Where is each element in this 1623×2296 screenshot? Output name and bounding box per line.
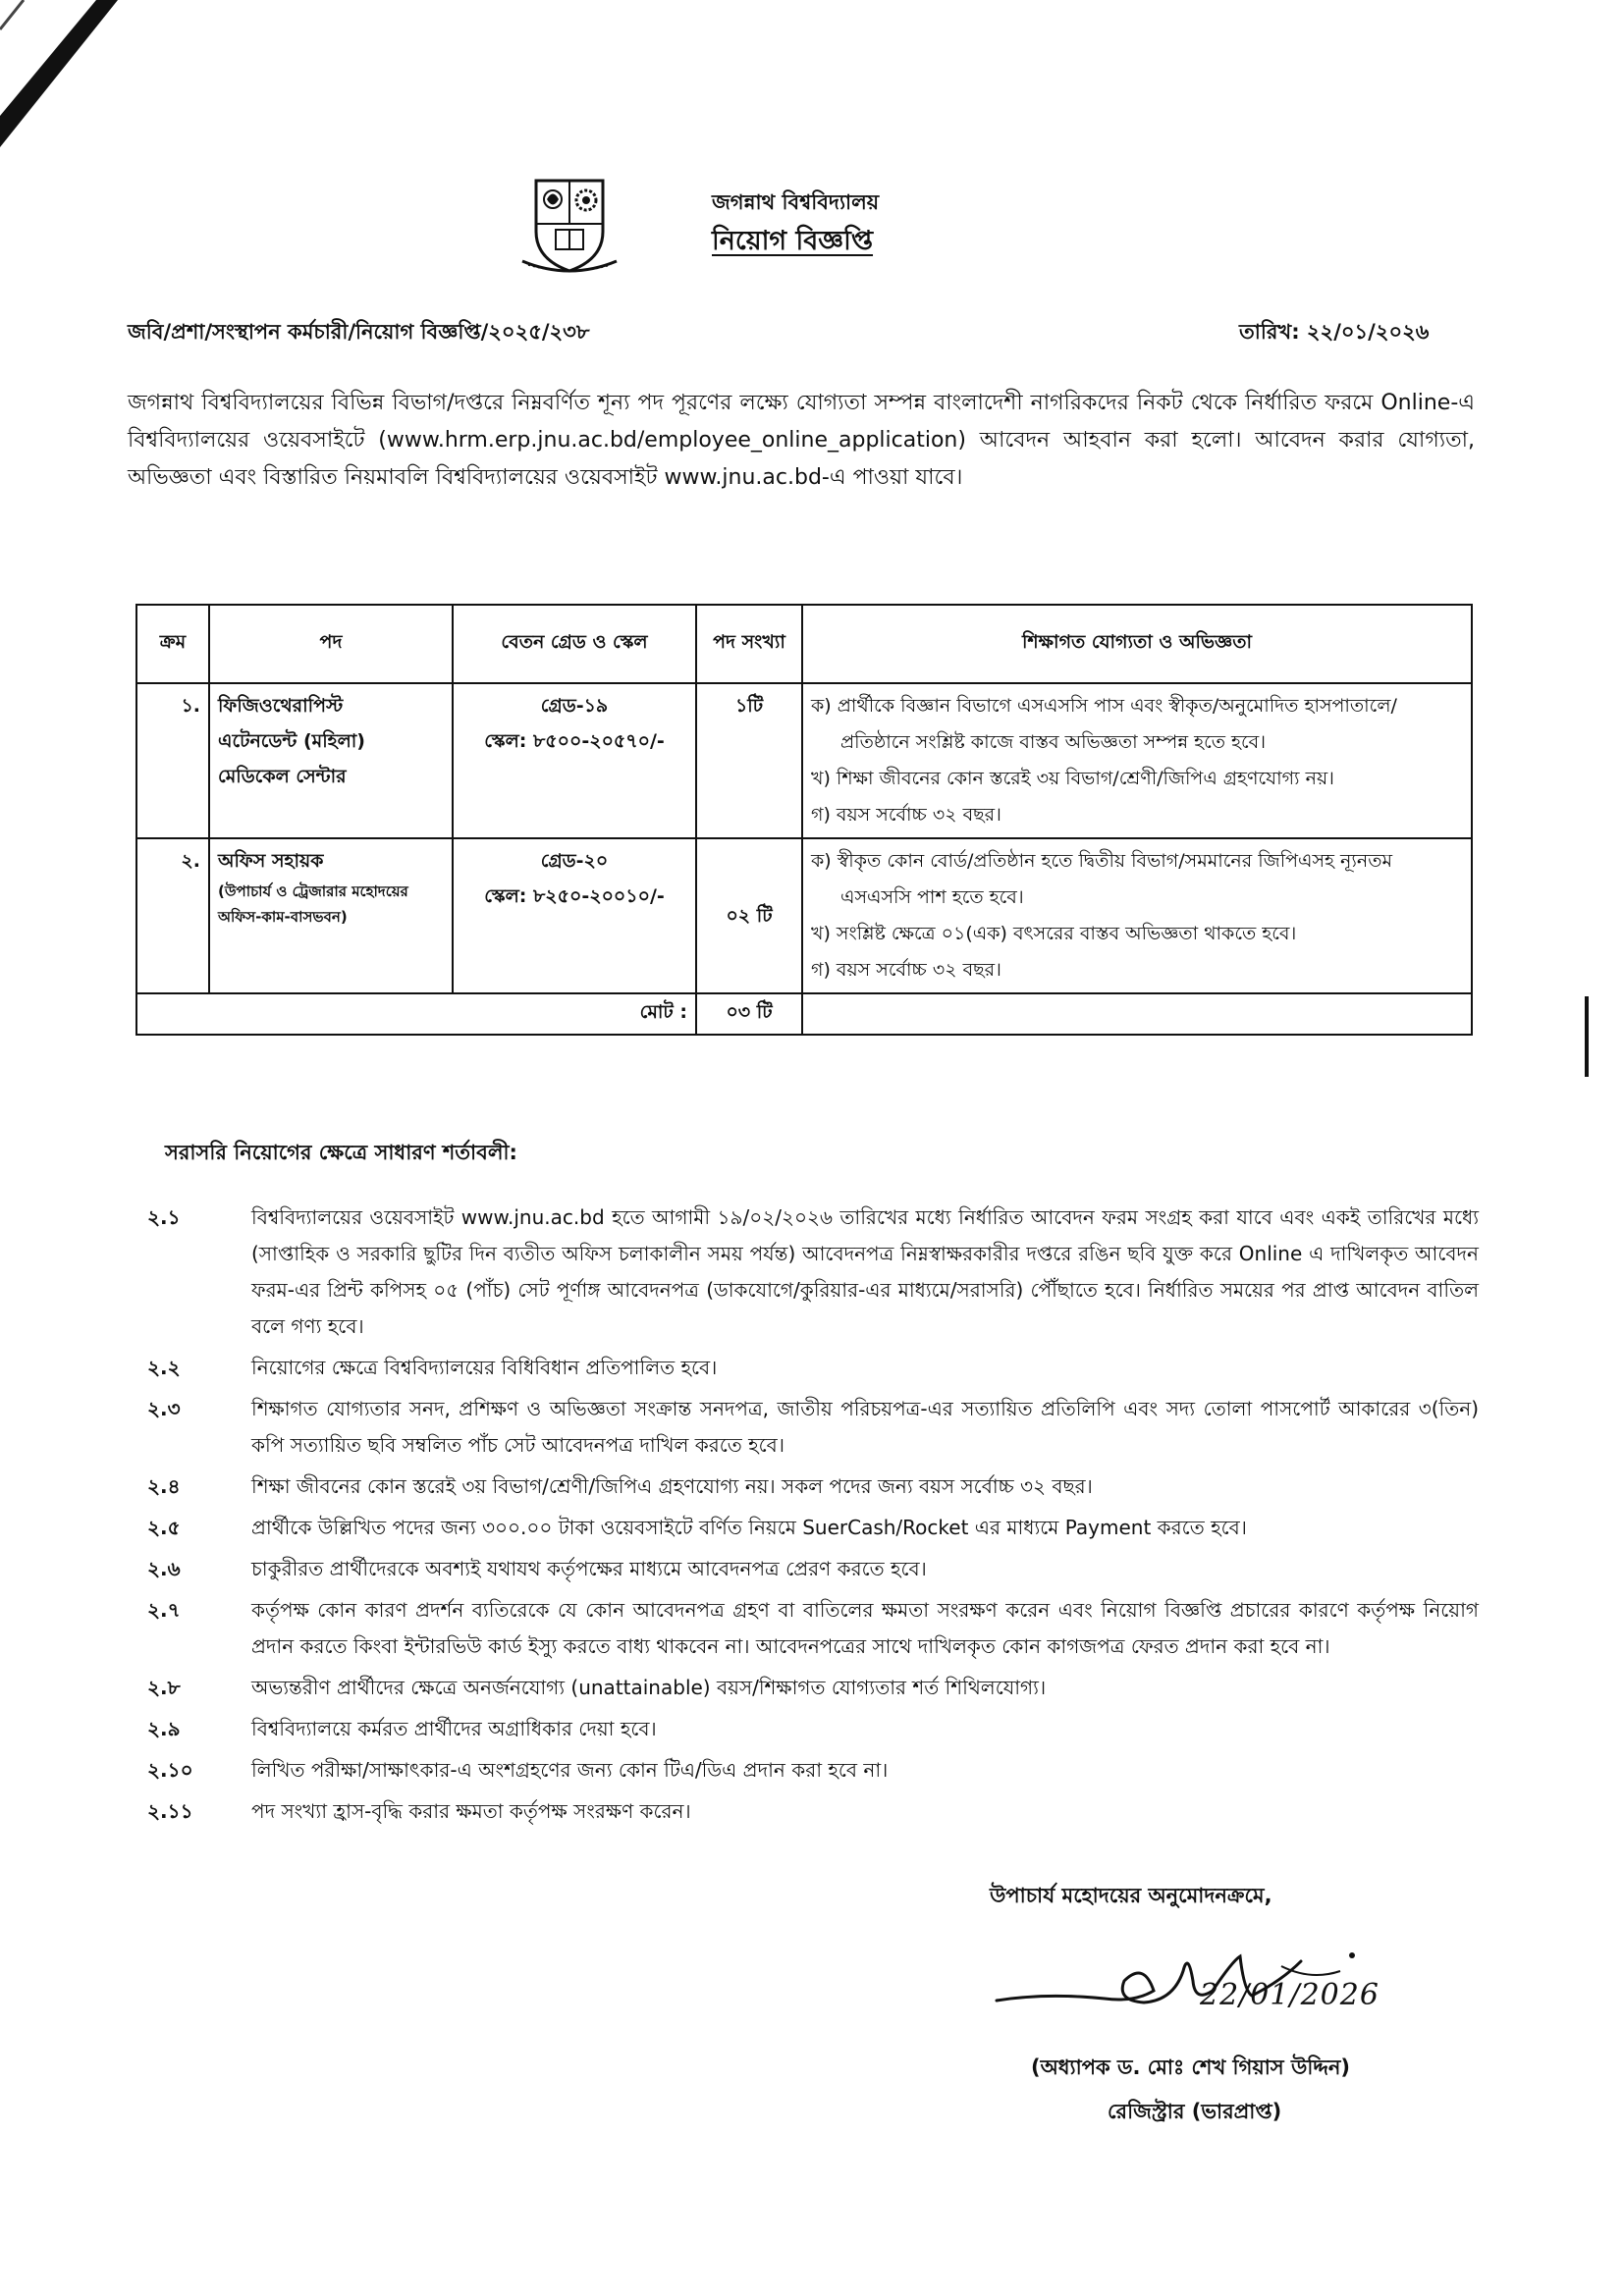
institution-name: জগন্নাথ বিশ্ববিদ্যালয় (712, 190, 880, 214)
term-item (147, 1711, 1479, 1747)
term-item (147, 1200, 1479, 1345)
term-number: ২.২ (147, 1356, 181, 1379)
header-count: পদ সংখ্যা (696, 605, 802, 683)
term-text: লিখিত পরীক্ষা/সাক্ষাৎকার-এ অংশগ্রহণের জন্য কোন টিএ/ডিএ প্রদান করা হবে না। (251, 1758, 889, 1782)
memo-date: তারিখ: ২২/০১/২০২৬ (1239, 320, 1430, 344)
row-post (209, 838, 453, 993)
term-item (147, 1468, 1479, 1505)
row-serial: ১. (136, 683, 209, 838)
scan-margin-mark (1585, 996, 1589, 1077)
row-count: ০২ টি (696, 838, 802, 993)
header-grade: বেতন গ্রেড ও স্কেল (453, 605, 696, 683)
term-item (147, 1551, 1479, 1587)
row-serial: ২. (136, 838, 209, 993)
post-line: অফিস সহায়ক (218, 850, 324, 872)
term-number: ২.১০ (147, 1758, 193, 1782)
notice-title: নিয়োগ বিজ্ঞপ্তি (712, 226, 874, 256)
grade-value: গ্রেড-২০ (540, 850, 609, 872)
term-number: ২.৭ (147, 1598, 181, 1622)
memo-reference: জবি/প্রশা/সংস্থাপন কর্মচারী/নিয়োগ বিজ্ঞপ্তি/২০২৫/২৩৮ (128, 320, 590, 344)
qualification-item: খ) শিক্ষা জীবনের কোন স্তরেই ৩য় বিভাগ/শ্রেণী/জিপিএ গ্রহণযোগ্য নয়। (811, 768, 1334, 789)
qualification-item: খ) সংশ্লিষ্ট ক্ষেত্রে ০১(এক) বৎসরের বাস্তব অভিজ্ঞতা থাকতে হবে। (811, 923, 1297, 944)
qualification-item: গ) বয়স সর্বোচ্চ ৩২ বছর। (811, 959, 1001, 981)
signatory-name: (অধ্যাপক ড. মোঃ শেখ গিয়াস উদ্দিন) (1031, 2056, 1351, 2079)
signatory-designation: রেজিস্ট্রার (ভারপ্রাপ্ত) (1108, 2100, 1282, 2123)
table-total-row (136, 993, 1472, 1035)
term-text: নিয়োগের ক্ষেত্রে বিশ্ববিদ্যালয়ের বিধিবিধান প্রতিপালিত হবে। (251, 1356, 718, 1379)
qualification-item: ক) স্বীকৃত কোন বোর্ড/প্রতিষ্ঠান হতে দ্বিতীয় বিভাগ/সমমানের জিপিএসহ ন্যূনতম এসএসসি পাশ হতে হবে। (811, 850, 1393, 908)
term-number: ২.১১ (147, 1799, 193, 1823)
table-row (136, 683, 1472, 838)
term-text: পদ সংখ্যা হ্রাস-বৃদ্ধি করার ক্ষমতা কর্তৃপক্ষ সংরক্ষণ করেন। (251, 1799, 691, 1823)
qualification-item: গ) বয়স সর্বোচ্চ ৩২ বছর। (811, 804, 1001, 826)
post-line: ফিজিওথেরাপিস্ট (218, 695, 344, 717)
term-item (147, 1510, 1479, 1546)
table-header-row (136, 605, 1472, 683)
terms-heading: সরাসরি নিয়োগের ক্ষেত্রে সাধারণ শর্তাবলী: (165, 1141, 517, 1164)
term-item (147, 1793, 1479, 1830)
row-count: ১টি (696, 683, 802, 838)
term-number: ২.৬ (147, 1557, 181, 1580)
row-grade (453, 683, 696, 838)
university-logo (518, 175, 621, 277)
total-value: ০৩ টি (696, 993, 802, 1035)
term-number: ২.১ (147, 1205, 181, 1229)
header-qualification: শিক্ষাগত যোগ্যতা ও অভিজ্ঞতা (802, 605, 1472, 683)
post-note: (উপাচার্য ও ট্রেজারার মহোদয়ের অফিস-কাম-বাসভবন) (218, 882, 408, 926)
scale-value: স্কেল: ৮২৫০-২০০১০/- (484, 885, 665, 907)
term-text: কর্তৃপক্ষ কোন কারণ প্রদর্শন ব্যতিরেকে যে কোন আবেদনপত্র গ্রহণ বা বাতিলের ক্ষমতা সংরক্ষণ করেন এবং নিয়োগ বিজ্ঞপ্তি প্রচারের কারণে কর্তৃপক্ষ নিয়োগ প্রদান করতে কিংবা ইন্টারভিউ কার্ড ইস্যু করতে বাধ্য থাকবেন না। আবেদনপত্রের সাথে দাখিলকৃত কোন কাগজপত্র ফেরত প্রদান করা হবে না। (251, 1598, 1479, 1658)
term-text: বিশ্ববিদ্যালয়ে কর্মরত প্রার্থীদের অগ্রাধিকার দেয়া হবে। (251, 1717, 657, 1740)
row-qualifications (802, 683, 1472, 838)
total-label: মোট : (136, 993, 696, 1035)
term-text: শিক্ষাগত যোগ্যতার সনদ, প্রশিক্ষণ ও অভিজ্ঞতা সংক্রান্ত সনদপত্র, জাতীয় পরিচয়পত্র-এর সত্যায়িত প্রতিলিপি এবং সদ্য তোলা পাসপোর্ট আকারের ৩(তিন) কপি সত্যায়িত ছবি সম্বলিত পাঁচ সেট আবেদনপত্র দাখিল করতে হবে। (251, 1397, 1479, 1457)
term-number: ২.৫ (147, 1516, 181, 1539)
vacancy-table (135, 604, 1473, 1036)
row-grade (453, 838, 696, 993)
scale-value: স্কেল: ৮৫০০-২০৫৭০/- (484, 730, 665, 752)
term-number: ২.৯ (147, 1717, 181, 1740)
post-line: এটেনডেন্ট (মহিলা) (218, 730, 365, 752)
terms-list (147, 1200, 1479, 1835)
term-text: শিক্ষা জীবনের কোন স্তরেই ৩য় বিভাগ/শ্রেণী/জিপিএ গ্রহণযোগ্য নয়। সকল পদের জন্য বয়স সর্বোচ্চ ৩২ বছর। (251, 1474, 1093, 1498)
table-row (136, 838, 1472, 993)
term-text: অভ্যন্তরীণ প্রার্থীদের ক্ষেত্রে অনর্জনযোগ্য (unattainable) বয়স/শিক্ষাগত যোগ্যতার শর্ত শিথিলযোগ্য। (251, 1676, 1047, 1699)
term-text: চাকুরীরত প্রার্থীদেরকে অবশ্যই যথাযথ কর্তৃপক্ষের মাধ্যমে আবেদনপত্র প্রেরণ করতে হবে। (251, 1557, 927, 1580)
total-empty-cell (802, 993, 1472, 1035)
term-number: ২.৩ (147, 1397, 181, 1420)
signature-date: 22/01/2026 (1200, 1978, 1380, 2012)
scan-corner-shadow (0, 0, 137, 147)
qualification-item: ক) প্রার্থীকে বিজ্ঞান বিভাগে এসএসসি পাস এবং স্বীকৃত/অনুমোদিত হাসপাতালে/প্রতিষ্ঠানে সংশ্লিষ্ট কাজে বাস্তব অভিজ্ঞতা সম্পন্ন হতে হবে। (811, 695, 1397, 753)
grade-value: গ্রেড-১৯ (540, 695, 609, 717)
term-number: ২.৪ (147, 1474, 181, 1498)
row-qualifications (802, 838, 1472, 993)
term-number: ২.৮ (147, 1676, 181, 1699)
term-item (147, 1391, 1479, 1464)
intro-paragraph: জগন্নাথ বিশ্ববিদ্যালয়ের বিভিন্ন বিভাগ/দপ্তরে নিম্নবর্ণিত শূন্য পদ পূরণের লক্ষ্যে যোগ্যতা সম্পন্ন বাংলাদেশী নাগরিকদের নিকট থেকে নির্ধারিত ফরমে Online-এ বিশ্ববিদ্যালয়ের ওয়েবসাইটে (www.hrm.erp.jnu.ac.bd/employee_online_application) আবেদন আহবান করা হলো। আবেদন করার যোগ্যতা, অভিজ্ঞতা এবং বিস্তারিত নিয়মাবলি বিশ্ববিদ্যালয়ের ওয়েবসাইট www.jnu.ac.bd-এ পাওয়া যাবে। (128, 391, 1475, 490)
term-item (147, 1350, 1479, 1386)
term-item (147, 1592, 1479, 1665)
term-text: বিশ্ববিদ্যালয়ের ওয়েবসাইট www.jnu.ac.bd হতে আগামী ১৯/০২/২০২৬ তারিখের মধ্যে নির্ধারিত আবেদন ফরম সংগ্রহ করা যাবে এবং একই তারিখের মধ্যে (সাপ্তাহিক ও সরকারি ছুটির দিন ব্যতীত অফিস চলাকালীন সময় পর্যন্ত) আবেদনপত্র নিম্নস্বাক্ষরকারীর দপ্তরে রঙিন ছবি যুক্ত করে Online এ দাখিলকৃত আবেদন ফরম-এর প্রিন্ট কপিসহ ০৫ (পাঁচ) সেট পূর্ণাঙ্গ আবেদনপত্র (ডাকযোগে/কুরিয়ার-এর মাধ্যমে/সরাসরি) পৌঁছাতে হবে। নির্ধারিত সময়ের পর প্রাপ্ত আবেদন বাতিল বলে গণ্য হবে। (251, 1205, 1479, 1338)
header-post: পদ (209, 605, 453, 683)
header-serial: ক্রম (136, 605, 209, 683)
post-line: মেডিকেল সেন্টার (218, 766, 347, 787)
row-post (209, 683, 453, 838)
term-item (147, 1670, 1479, 1706)
approval-line: উপাচার্য মহোদয়ের অনুমোদনক্রমে, (990, 1884, 1272, 1907)
term-item (147, 1752, 1479, 1789)
term-text: প্রার্থীকে উল্লিখিত পদের জন্য ৩০০.০০ টাকা ওয়েবসাইটে বর্ণিত নিয়মে SuerCash/Rocket এর মাধ্যমে Payment করতে হবে। (251, 1516, 1247, 1539)
